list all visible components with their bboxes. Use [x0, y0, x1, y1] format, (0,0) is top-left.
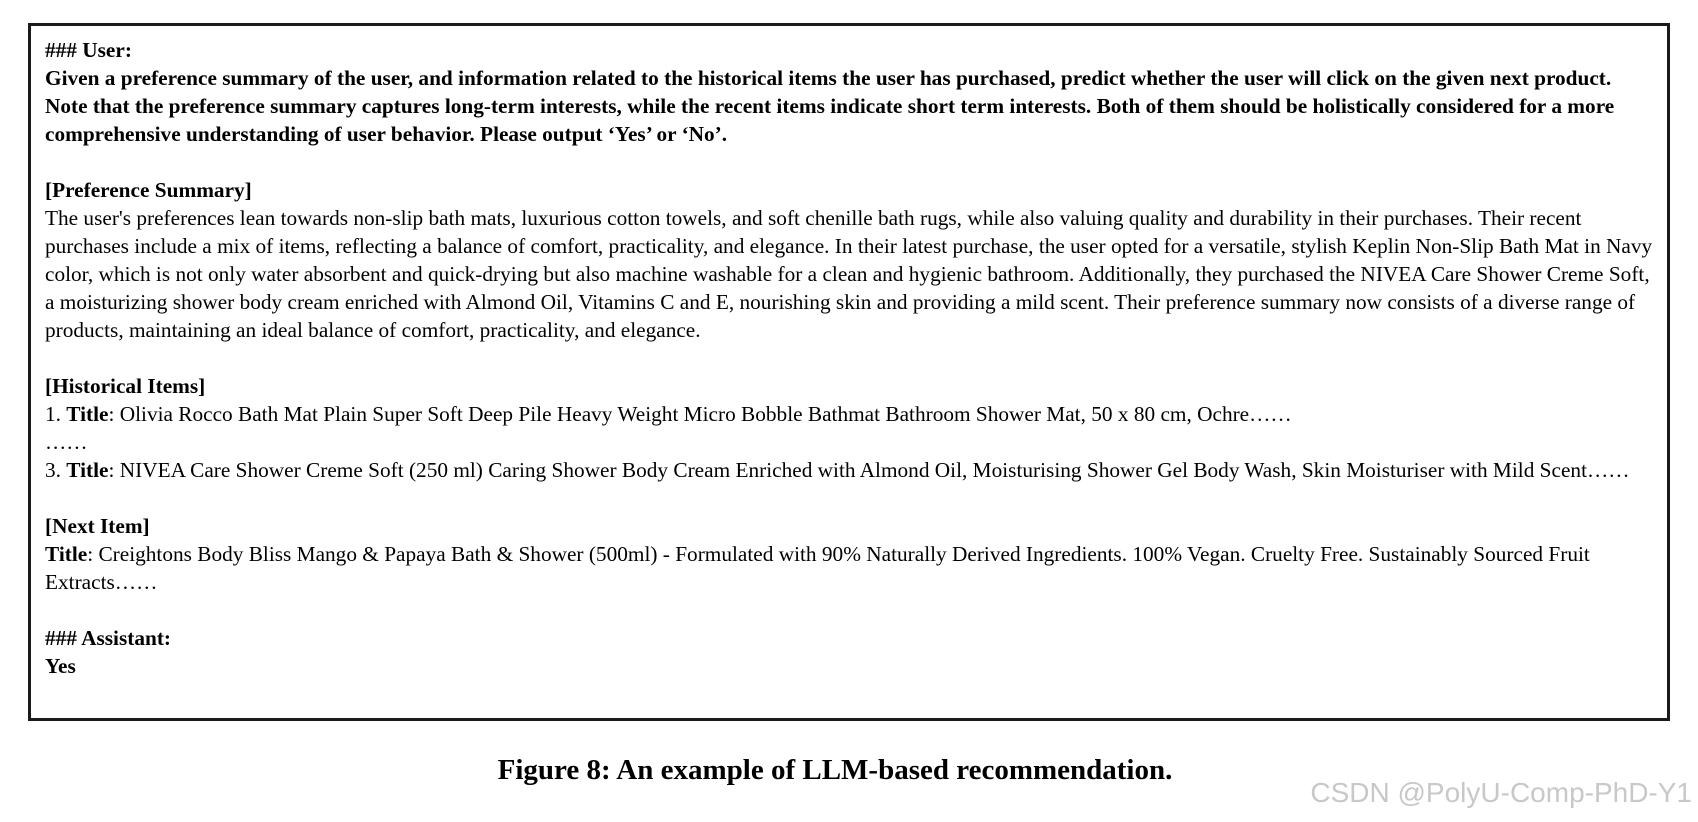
historical-item-1 [45, 400, 1655, 428]
preference-summary-heading: [Preference Summary] [45, 178, 252, 202]
item-title-text: : NIVEA Care Shower Creme Soft (250 ml) Caring Shower Body Cream Enriched with Almond Oil, Moisturising Shower Gel Body Wash, Skin Moisturiser with Mild Scent…… [108, 458, 1630, 482]
figure-caption: Figure 8: An example of LLM-based recommendation. [497, 754, 1173, 786]
historical-item-3 [45, 456, 1655, 484]
preference-summary-text: The user's preferences lean towards non-slip bath mats, luxurious cotton towels, and soft chenille bath rugs, while also valuing quality and durability in their purchases. Their recent purchases include a mix of items, reflecting a balance of comfort, practicality, and elegance. In their latest purchase, the user opted for a versatile, stylish Keplin Non-Slip Bath Mat in Navy color, which is not only water absorbent and quick-drying but also machine washable for a clean and hygienic bathroom. Additionally, they purchased the NIVEA Care Shower Creme Soft, a moisturizing shower body cream enriched with Almond Oil, Vitamins C and E, nourishing skin and providing a mild scent. Their preference summary now consists of a diverse range of products, maintaining an ideal balance of comfort, practicality, and elegance. [45, 206, 1653, 342]
item-index: 3. [45, 458, 67, 482]
next-item-heading: [Next Item] [45, 514, 150, 538]
user-heading: ### User: [45, 38, 132, 62]
item-index: 1. [45, 402, 67, 426]
item-title-label: Title [66, 402, 109, 426]
user-instruction: Given a preference summary of the user, and information related to the historical items the user has purchased, predict whether the user will click on the given next product. Note that the preference summary captures long-term interests, while the recent items indicate short term interests. Both of them should be holistically considered for a more comprehensive understanding of user behavior. Please output ‘Yes’ or ‘No’. [45, 66, 1615, 146]
item-title-label: Title [66, 458, 109, 482]
watermark: CSDN @PolyU-Comp-PhD-Y1 [1310, 777, 1692, 808]
next-item-title-text: : Creightons Body Bliss Mango & Papaya Bath & Shower (500ml) - Formulated with 90% Naturally Derived Ingredients. 100% Vegan. Cruelty Free. Sustainably Sourced Fruit Extracts…… [45, 542, 1590, 594]
spacer [45, 344, 1655, 372]
spacer [45, 148, 1655, 176]
spacer [45, 484, 1655, 512]
item-title-text: : Olivia Rocco Bath Mat Plain Super Soft Deep Pile Heavy Weight Micro Bobble Bathmat Bathroom Shower Mat, 50 x 80 cm, Ochre…… [108, 402, 1292, 426]
prompt-example-box [28, 23, 1670, 721]
next-item-text [45, 540, 1655, 596]
assistant-answer: Yes [45, 654, 76, 678]
assistant-heading: ### Assistant: [45, 626, 172, 650]
historical-items-ellipsis: …… [45, 430, 88, 454]
historical-items-heading: [Historical Items] [45, 374, 206, 398]
spacer [45, 596, 1655, 624]
next-item-title-label: Title [45, 542, 88, 566]
